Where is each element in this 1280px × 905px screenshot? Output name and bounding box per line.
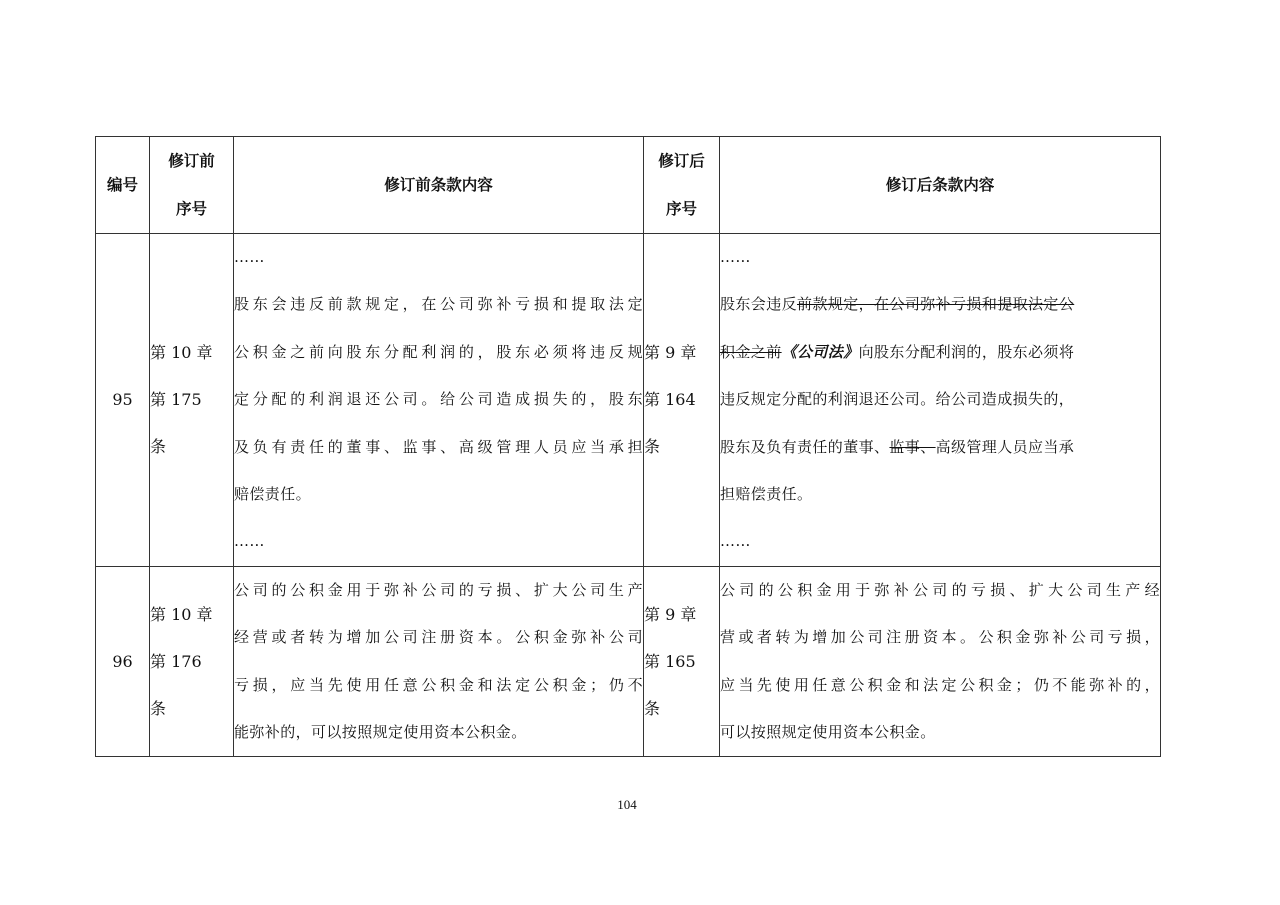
- deleted-text: 监事、: [889, 437, 936, 456]
- table-header-row: [96, 137, 1161, 234]
- header-before-content: 修订前条款内容: [234, 137, 644, 234]
- after-seq: 第 9 章 第 164 条: [644, 234, 720, 567]
- row-number: 95: [96, 234, 150, 567]
- inserted-text: 《公司法》: [781, 342, 859, 361]
- table-row: [96, 234, 1161, 567]
- after-seq: 第 9 章 第 165 条: [644, 566, 720, 757]
- header-after-seq: 修订后 序号: [644, 137, 720, 234]
- header-no: 编号: [96, 137, 150, 234]
- before-seq: 第 10 章 第 176 条: [150, 566, 234, 757]
- before-seq: 第 10 章 第 175 条: [150, 234, 234, 567]
- page-number: 104: [617, 797, 637, 812]
- row-number: 96: [96, 566, 150, 757]
- before-content: 公司的公积金用于弥补公司的亏损、扩大公司生产 经营或者转为增加公司注册资本。公积金弥补公司 亏损，应当先使用任意公积金和法定公积金；仍不 能弥补的，可以按照规定使用资本公积金。: [234, 566, 644, 757]
- header-before-seq: 修订前 序号: [150, 137, 234, 234]
- deleted-text: 积金之前: [720, 342, 782, 361]
- table-row: [96, 566, 1161, 757]
- before-content: …… 股东会违反前款规定，在公司弥补亏损和提取法定 公积金之前向股东分配利润的，股东必须将违反规 定分配的利润退还公司。给公司造成损失的，股东 及负有责任的董事、监事、高级管理人员应当承担 赔偿责任。 ……: [234, 234, 644, 567]
- after-content: 公司的公积金用于弥补公司的亏损、扩大公司生产经 营或者转为增加公司注册资本。公积金弥补公司亏损， 应当先使用任意公积金和法定公积金；仍不能弥补的， 可以按照规定使用资本公积金。: [720, 566, 1161, 757]
- header-after-content: 修订后条款内容: [720, 137, 1161, 234]
- deleted-text: 前款规定，在公司弥补亏损和提取法定公: [797, 295, 1075, 314]
- after-content: …… 股东会违反前款规定，在公司弥补亏损和提取法定公 积金之前《公司法》向股东分配利润的，股东必须将 违反规定分配的利润退还公司。给公司造成损失的， 股东及负有责任的董事、监事、高级管理人员应当承 担赔偿责任。 ……: [720, 234, 1161, 567]
- amendment-table: [95, 136, 1161, 757]
